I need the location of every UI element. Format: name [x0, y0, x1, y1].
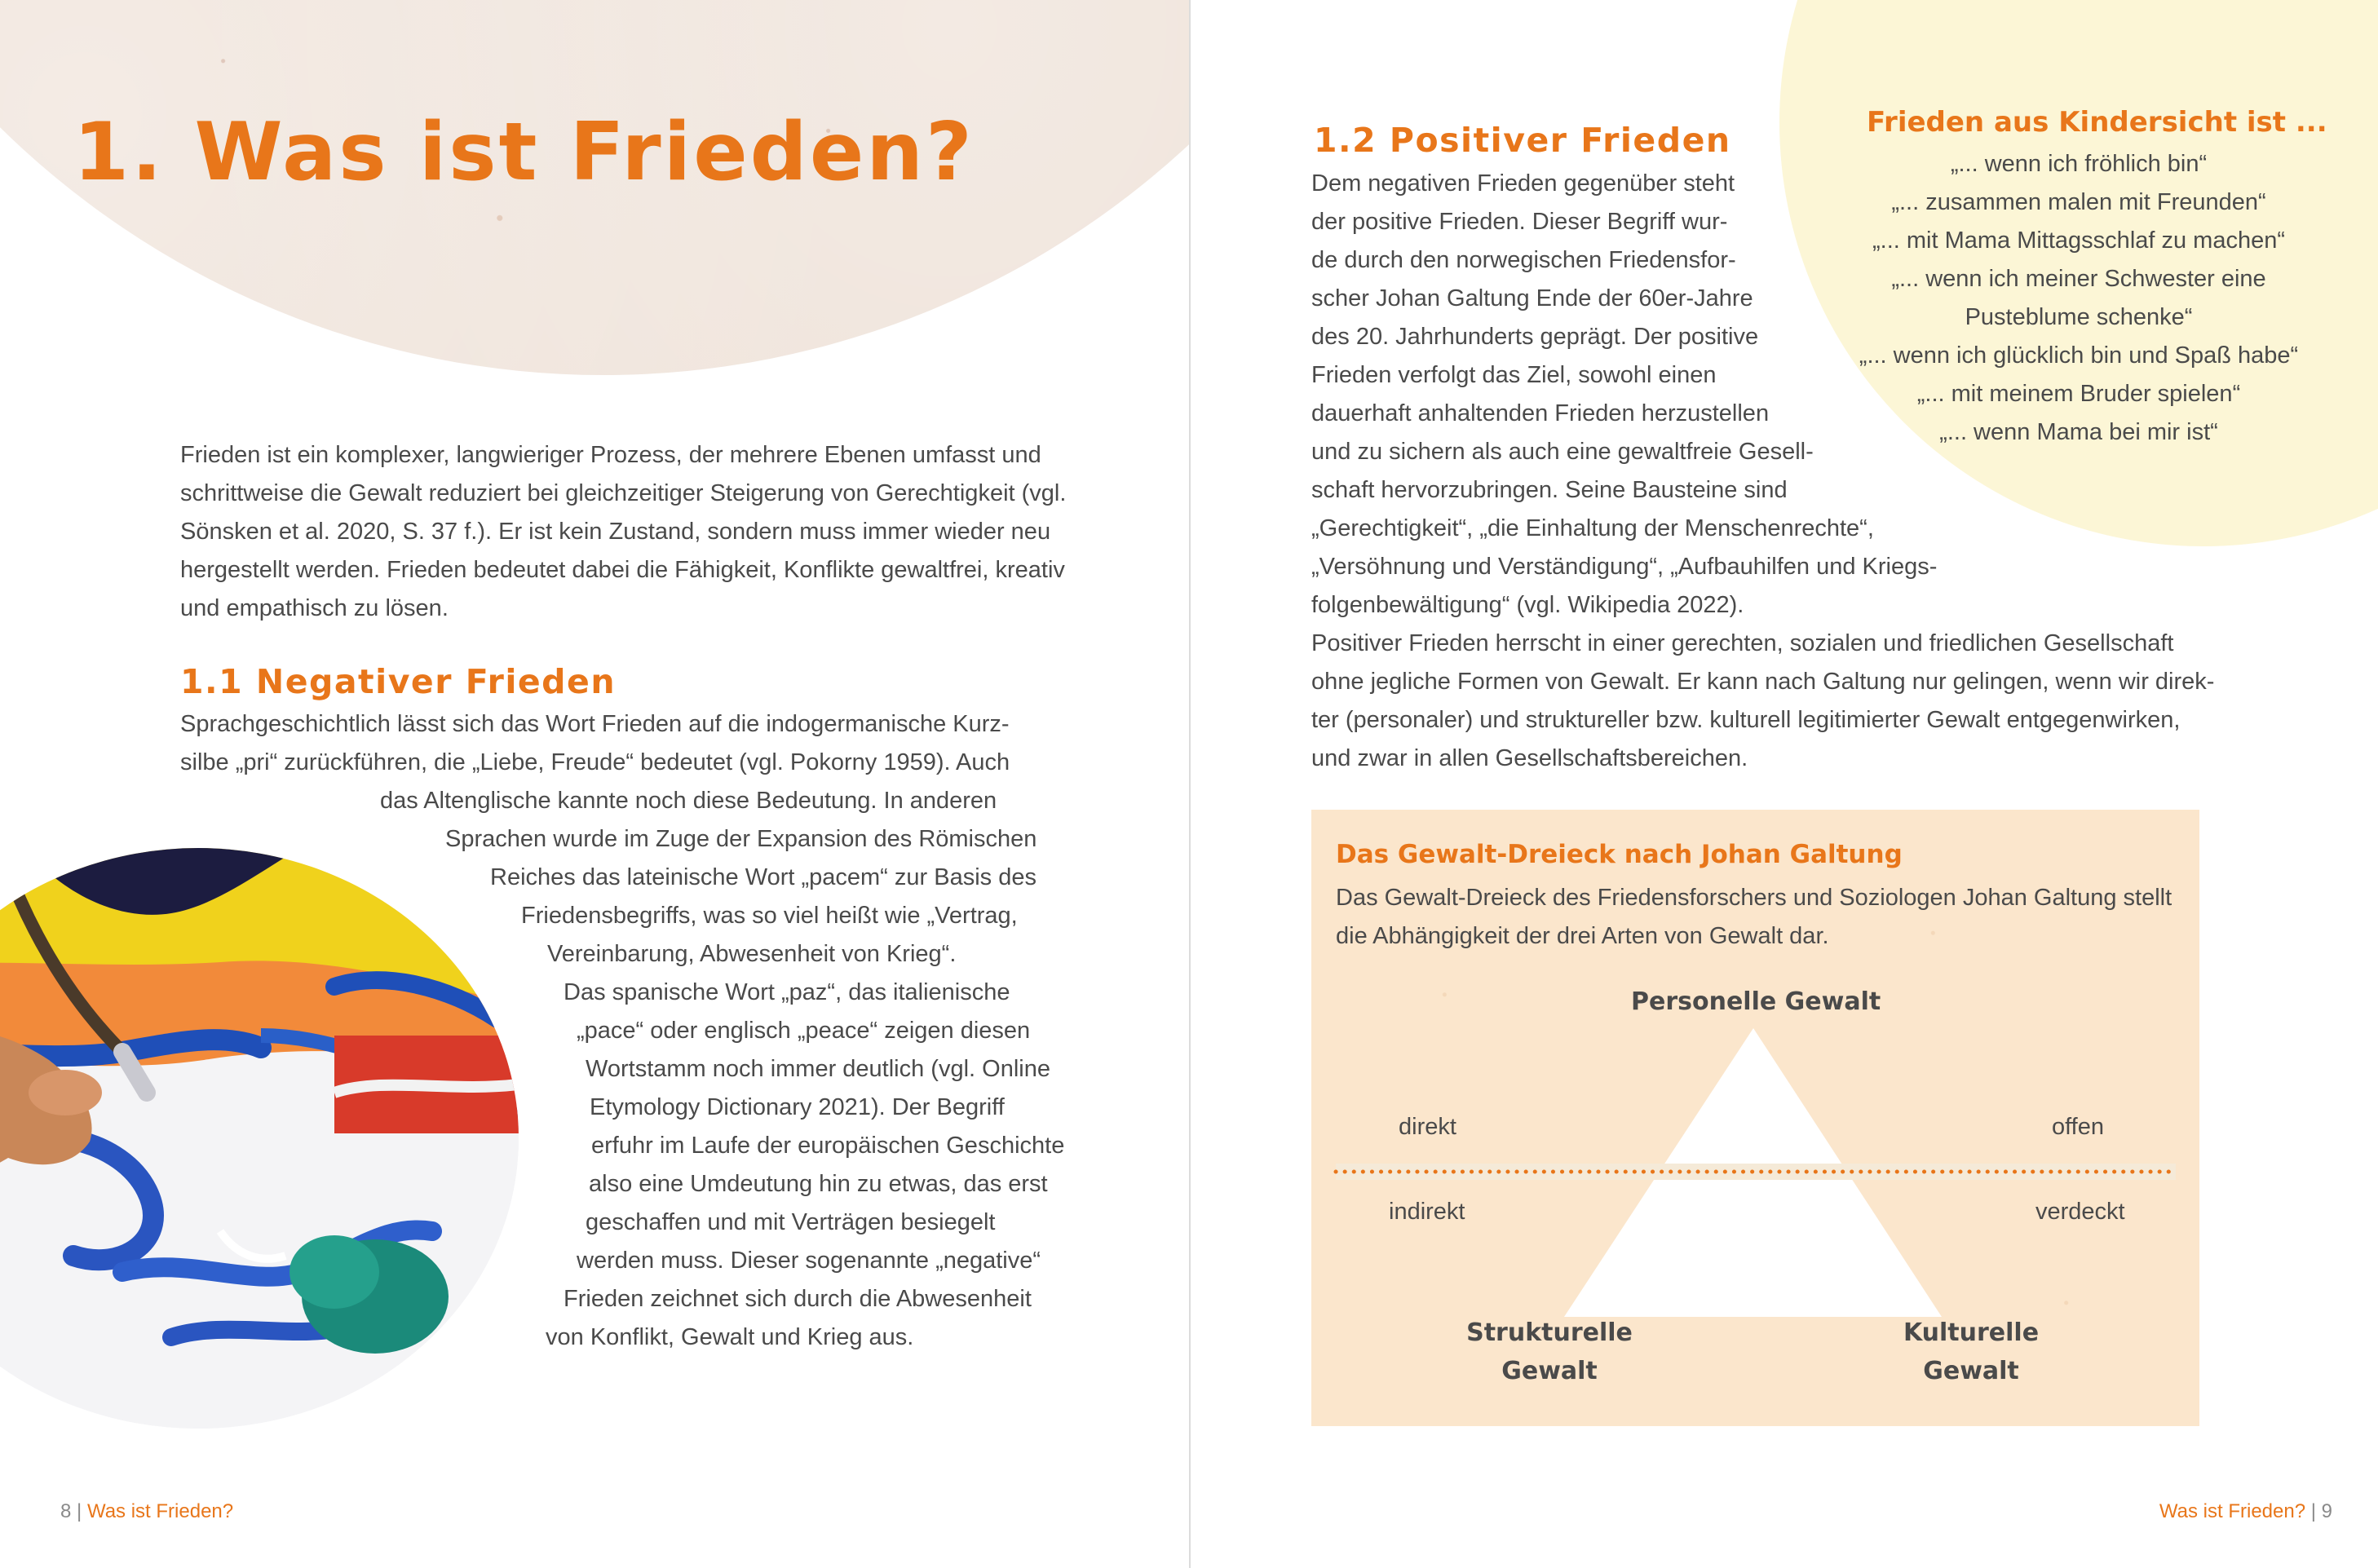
section-line: des 20. Jahrhunderts geprägt. Der positive — [1311, 324, 1759, 350]
footer-separator: | — [2310, 1500, 2316, 1522]
section-line: „Gerechtigkeit“, „die Einhaltung der Menschenrechte“, — [1311, 515, 1874, 541]
label-verdeckt: verdeckt — [2035, 1199, 2125, 1225]
section-text-negativer-frieden — [180, 705, 1064, 1357]
section-line: und zu sichern als auch eine gewaltfreie Gesell- — [1311, 439, 1814, 465]
section-line: Sprachen wurde im Zuge der Expansion des Römischen — [445, 826, 1037, 852]
description-line: die Abhängigkeit der drei Arten von Gewalt dar. — [1336, 923, 1829, 949]
kindersicht-quotes — [1842, 145, 2315, 452]
kindersicht-quote: „... wenn Mama bei mir ist“ — [1939, 419, 2218, 445]
section-line: also eine Umdeutung hin zu etwas, das erst — [589, 1171, 1048, 1197]
footer-right — [2159, 1500, 2332, 1523]
section-line: Reiches das lateinische Wort „pacem“ zur Basis des — [490, 864, 1037, 890]
label-kulturelle-gewalt — [1849, 1314, 2093, 1390]
footer-separator: | — [77, 1500, 82, 1522]
section-heading-positiver-frieden: 1.2 Positiver Frieden — [1314, 121, 1731, 160]
section-line: Vereinbarung, Abwesenheit von Krieg“. — [547, 941, 957, 967]
kindersicht-quote: „... wenn ich fröhlich bin“ — [1950, 151, 2208, 177]
section-line: ohne jegliche Formen von Gewalt. Er kann nach Galtung nur gelingen, wenn wir direk- — [1311, 669, 2215, 695]
section-line: scher Johan Galtung Ende der 60er-Jahre — [1311, 285, 1753, 311]
section-line: „Versöhnung und Verständigung“, „Aufbauhilfen und Kriegs- — [1311, 554, 1938, 580]
footer-left — [60, 1500, 233, 1523]
section-line: das Altenglische kannte noch diese Bedeutung. In anderen — [380, 788, 997, 814]
label-offen: offen — [2052, 1114, 2104, 1140]
intro-paragraph — [180, 436, 1066, 628]
section-line: Das spanische Wort „paz“, das italienische — [564, 979, 1010, 1005]
section-line: Etymology Dictionary 2021). Der Begriff — [590, 1094, 1005, 1120]
section-line: dauerhaft anhaltenden Frieden herzustellen — [1311, 400, 1770, 426]
kindersicht-quote: „... zusammen malen mit Freunden“ — [1891, 189, 2266, 215]
gewalt-dreieck-box — [1311, 810, 2199, 1426]
section-line: Wortstamm noch immer deutlich (vgl. Online — [586, 1056, 1050, 1082]
kindersicht-quote: Pusteblume schenke“ — [1965, 304, 2193, 330]
section-line: schaft hervorzubringen. Seine Bausteine sind — [1311, 477, 1788, 503]
intro-line: und empathisch zu lösen. — [180, 595, 449, 621]
section-line: ter (personaler) und struktureller bzw. kulturell legitimierter Gewalt entgegenwirken, — [1311, 707, 2181, 733]
label-line: Gewalt — [1501, 1357, 1598, 1385]
section-line: Frieden zeichnet sich durch die Abwesenheit — [564, 1286, 1032, 1312]
right-page — [1190, 0, 2378, 1568]
section-line: Sprachgeschichtlich lässt sich das Wort Frieden auf die indogermanische Kurz- — [180, 711, 1010, 737]
kindersicht-quote: „... wenn ich meiner Schwester eine — [1891, 266, 2266, 292]
label-indirekt: indirekt — [1389, 1199, 1465, 1225]
section-line: „pace“ oder englisch „peace“ zeigen diesen — [577, 1018, 1031, 1044]
label-strukturelle-gewalt — [1427, 1314, 1672, 1390]
gewalt-dreieck-title: Das Gewalt-Dreieck nach Johan Galtung — [1336, 840, 1903, 869]
section-line: und zwar in allen Gesellschaftsbereichen. — [1311, 745, 1748, 771]
kindersicht-quote: „... mit meinem Bruder spielen“ — [1916, 381, 2241, 407]
section-line: der positive Frieden. Dieser Begriff wur- — [1311, 209, 1728, 235]
section-line: werden muss. Dieser sogenannte „negative“ — [577, 1248, 1041, 1274]
page-number: 9 — [2321, 1500, 2332, 1522]
footer-chapter: Was ist Frieden? — [2159, 1500, 2306, 1522]
kindersicht-quote: „... wenn ich glücklich bin und Spaß habe“ — [1859, 342, 2299, 369]
label-line: Kulturelle — [1903, 1318, 2040, 1347]
kindersicht-quote: „... mit Mama Mittagsschlaf zu machen“ — [1872, 227, 2286, 254]
section-line: silbe „pri“ zurückführen, die „Liebe, Freude“ bedeutet (vgl. Pokorny 1959). Auch — [180, 749, 1010, 775]
section-line: de durch den norwegischen Friedensfor- — [1311, 247, 1736, 273]
page-number: 8 — [60, 1500, 72, 1522]
page-title: 1. Was ist Frieden? — [73, 106, 975, 199]
section-line: Friedensbegriffs, was so viel heißt wie „Vertrag, — [521, 903, 1018, 929]
intro-line: Sönsken et al. 2020, S. 37 f.). Er ist kein Zustand, sondern muss immer wieder neu — [180, 519, 1051, 545]
section-line: erfuhr im Laufe der europäischen Geschichte — [591, 1133, 1065, 1159]
footer-chapter: Was ist Frieden? — [86, 1500, 234, 1522]
label-direkt: direkt — [1399, 1114, 1456, 1140]
label-line: Gewalt — [1923, 1357, 2019, 1385]
description-line: Das Gewalt-Dreieck des Friedensforschers und Soziologen Johan Galtung stellt — [1336, 885, 2172, 911]
intro-line: Frieden ist ein komplexer, langwieriger Prozess, der mehrere Ebenen umfasst und — [180, 442, 1041, 468]
kindersicht-title: Frieden aus Kindersicht ist ... — [1867, 106, 2327, 139]
intro-line: hergestellt werden. Frieden bedeutet dabei die Fähigkeit, Konflikte gewaltfrei, kreativ — [180, 557, 1065, 583]
section-line: folgenbewältigung“ (vgl. Wikipedia 2022). — [1311, 592, 1744, 618]
section-heading-negativer-frieden: 1.1 Negativer Frieden — [180, 662, 617, 701]
label-line: Strukturelle — [1466, 1318, 1633, 1347]
section-line: von Konflikt, Gewalt und Krieg aus. — [546, 1324, 914, 1350]
section-line: Dem negativen Frieden gegenüber steht — [1311, 170, 1735, 197]
label-personelle-gewalt: Personelle Gewalt — [1631, 987, 1881, 1016]
section-line: Frieden verfolgt das Ziel, sowohl einen — [1311, 362, 1717, 388]
intro-line: schrittweise die Gewalt reduziert bei gleichzeitiger Steigerung von Gerechtigkeit (vgl. — [180, 480, 1067, 506]
section-line: Positiver Frieden herrscht in einer gerechten, sozialen und friedlichen Gesellschaft — [1311, 630, 2174, 656]
section-line: geschaffen und mit Verträgen besiegelt — [586, 1209, 996, 1235]
